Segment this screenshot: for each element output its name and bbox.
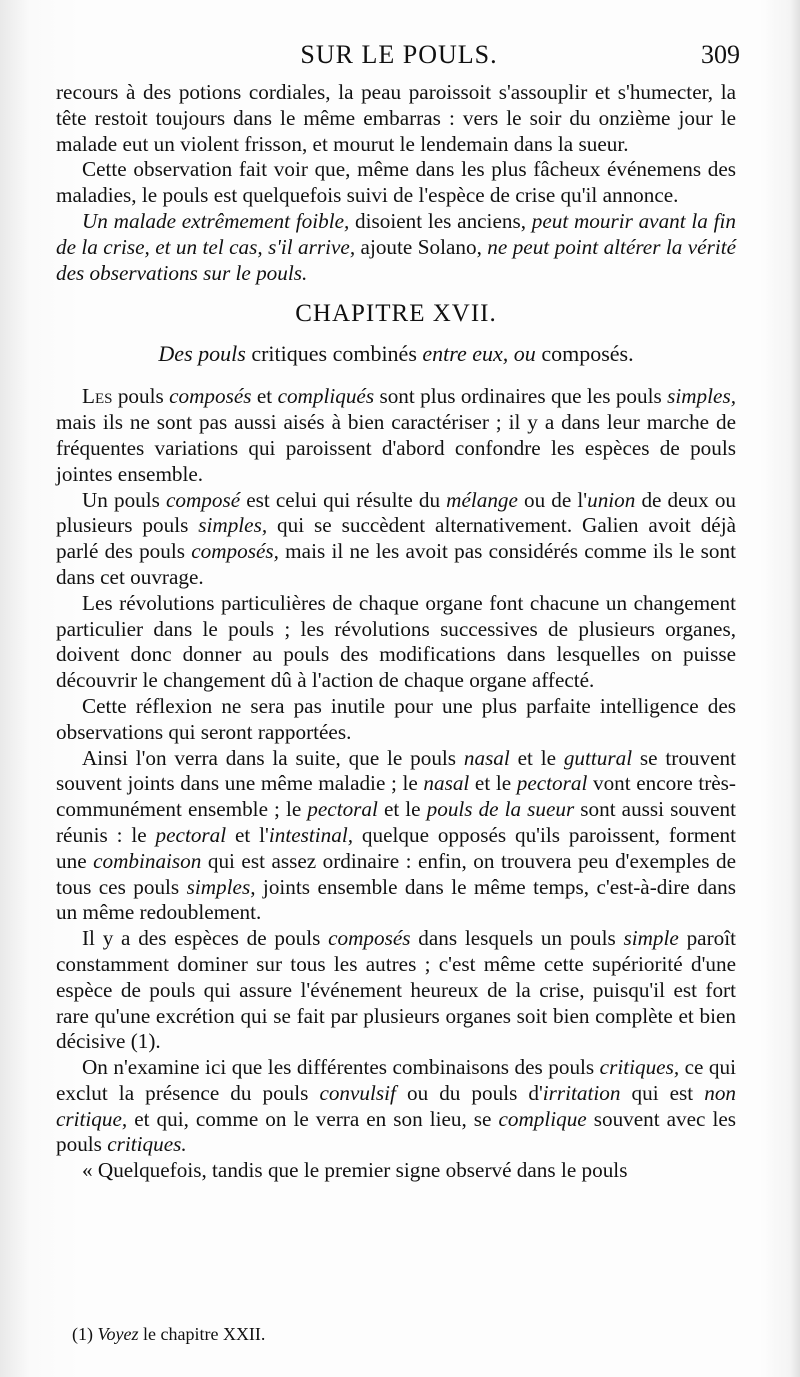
text-run: critiques. [107, 1132, 187, 1157]
text-run: paroît constamment dominer sur tous les autres ; c'est même cette supériorité d'une espèce de pouls qui assure l'événement heureux de la crise, puisqu'il est fort rare qu'une excrétion qui se fait par plusieurs organes soit bien complète et bien décisive (1). [56, 926, 737, 1054]
subtitle-part: composés. [535, 341, 634, 367]
text-run: pouls de la sueur [426, 797, 575, 822]
text-run: intestinal, [268, 822, 354, 847]
text-run: joints ensemble dans le même temps, c'est-à-dire dans un même redoublement. [56, 874, 736, 925]
text-run: Un pouls [82, 487, 166, 512]
text-run: convulsif [319, 1080, 396, 1105]
paragraph-2: Cette observation fait voir que, même dans les plus fâcheux événemens des maladies, le pouls est quelquefois suivi de l'espèce de crise qu'il annonce. [56, 157, 736, 208]
text-run: mais il ne les avoit pas considérés comme ils le sont dans cet ouvrage. [56, 539, 736, 589]
text-run: On n'examine ici que les différentes combinaisons des pouls [82, 1055, 600, 1080]
quote-part: ne peut point altérer la vérité des observations sur le pouls. [56, 234, 737, 285]
text-run: qui est [620, 1080, 705, 1105]
text-run: qui se succèdent alternativement. Galien avoit déjà parlé des pouls [56, 513, 737, 564]
footnote-mark: (1) [72, 1324, 98, 1344]
paragraph-7: Cette réflexion ne sera pas inutile pour une plus parfaite intelligence des observations qui seront rapportées. [56, 693, 736, 744]
text-run: composés, [191, 539, 279, 564]
paragraph-4 [56, 384, 736, 487]
text-run: compliqués [277, 384, 375, 409]
text-run: pectoral [307, 797, 378, 822]
running-head [58, 40, 740, 72]
paragraph-8 [56, 746, 736, 927]
paragraph-6: Les révolutions particulières de chaque organe font chacune un changement particulier dans le pouls ; les révolutions successives de plusieurs organes, doivent donc donner au pouls des modifications dans lesquelles on puisse découvrir le changement dû à l'action de chaque organe affecté. [56, 590, 736, 693]
text-run: simples, [198, 513, 268, 538]
text-run: simple [623, 926, 679, 951]
subtitle-part: Des pouls [158, 341, 246, 367]
text-run: et le [509, 745, 564, 770]
paragraph-3 [56, 209, 736, 286]
text-run: et qui, comme on le verra en son lieu, se [127, 1106, 499, 1131]
paragraph-1: recours à des potions cordiales, la peau paroissoit s'assouplir et s'humecter, la tête restoit toujours dans le même embarras : vers le soir du onzième jour le malade eut un violent frisson, et mourut le lendemain dans la sueur. [56, 80, 736, 156]
text-run: guttural [563, 745, 633, 770]
text-run: complique [498, 1106, 587, 1131]
quote-part: peut mourir avant la fin de la crise, et un tel cas, s'il arrive, [56, 208, 736, 259]
text-run: pectoral [516, 771, 588, 796]
text-run: nasal [423, 771, 470, 796]
text-run: et le [377, 797, 427, 822]
text-run: disoient les anciens, [349, 208, 532, 233]
text-run: ajoute Solano, [355, 234, 488, 259]
text-run: de deux ou plusieurs pouls [56, 487, 737, 538]
text-run: qui est assez ordinaire : enfin, on trouvera peu d'exemples de tous ces pouls [56, 848, 736, 899]
footnote [72, 1324, 265, 1345]
footnote-text: Voyez [97, 1324, 139, 1344]
text-run: sont aussi souvent réunis : le [56, 797, 736, 847]
text-run: union [587, 487, 636, 512]
text-run: se trouvent souvent joints dans une même maladie ; le [56, 745, 736, 796]
chapter-title: CHAPITRE XVII. [295, 300, 497, 328]
subtitle-part: entre eux, ou [422, 341, 536, 367]
paragraph-9 [56, 926, 736, 1055]
text-run: et l' [226, 822, 269, 847]
text-run: pectoral [155, 822, 227, 847]
text-run: irritation [542, 1080, 621, 1105]
text-run: nasal [463, 745, 510, 770]
text-run: dans lesquels un pouls [410, 926, 624, 951]
paragraph-5 [56, 488, 736, 591]
text-run: ou du pouls d' [395, 1080, 543, 1105]
text-run: composés [328, 926, 411, 951]
quote-part: Un malade extrêmement foible, [82, 208, 350, 233]
lead-word: Les [82, 384, 113, 409]
text-run: mélange [446, 487, 518, 512]
text-run: critiques, [599, 1055, 680, 1080]
text-run: simples, [186, 874, 256, 899]
text-run: simples, [667, 384, 736, 409]
footnote-text: le chapitre XXII. [138, 1324, 266, 1344]
text-run: et [251, 384, 278, 409]
running-title: SUR LE POULS. [300, 40, 498, 69]
paragraph-10 [56, 1055, 736, 1158]
chapter-subtitle [56, 340, 736, 368]
text-run: sont plus ordinaires que les pouls [374, 384, 668, 409]
text-run: composés [169, 384, 252, 409]
subtitle-part: critiques combinés [245, 341, 423, 367]
page-number: 309 [701, 40, 740, 69]
text-run: pouls [112, 384, 170, 409]
text-run: combinaison [93, 848, 202, 873]
text-run: ou de l' [517, 487, 588, 512]
text-run: Ainsi l'on verra dans la suite, que le pouls [82, 745, 464, 770]
paragraph-11: « Quelquefois, tandis que le premier signe observé dans le pouls [82, 1158, 628, 1183]
text-run: souvent avec les pouls [56, 1106, 736, 1157]
text-run: quelque opposés qu'ils paroissent, forment une [56, 822, 736, 873]
text-run: ce qui exclut la présence du pouls [56, 1055, 736, 1105]
text-run: mais ils ne sont pas aussi aisés à bien caractériser ; il y a dans leur marche de fréquentes variations qui paroissent d'abord confondre les espèces de pouls jointes ensemble. [56, 410, 736, 486]
text-run: vont encore très-communément ensemble ; le [56, 771, 736, 822]
text-run: non critique, [56, 1080, 736, 1131]
text-run: composé [166, 487, 241, 512]
text-run: est celui qui résulte du [240, 487, 447, 512]
text-run: et le [469, 771, 517, 796]
body-text [56, 80, 736, 1184]
text-run: Il y a des espèces de pouls [82, 926, 329, 951]
